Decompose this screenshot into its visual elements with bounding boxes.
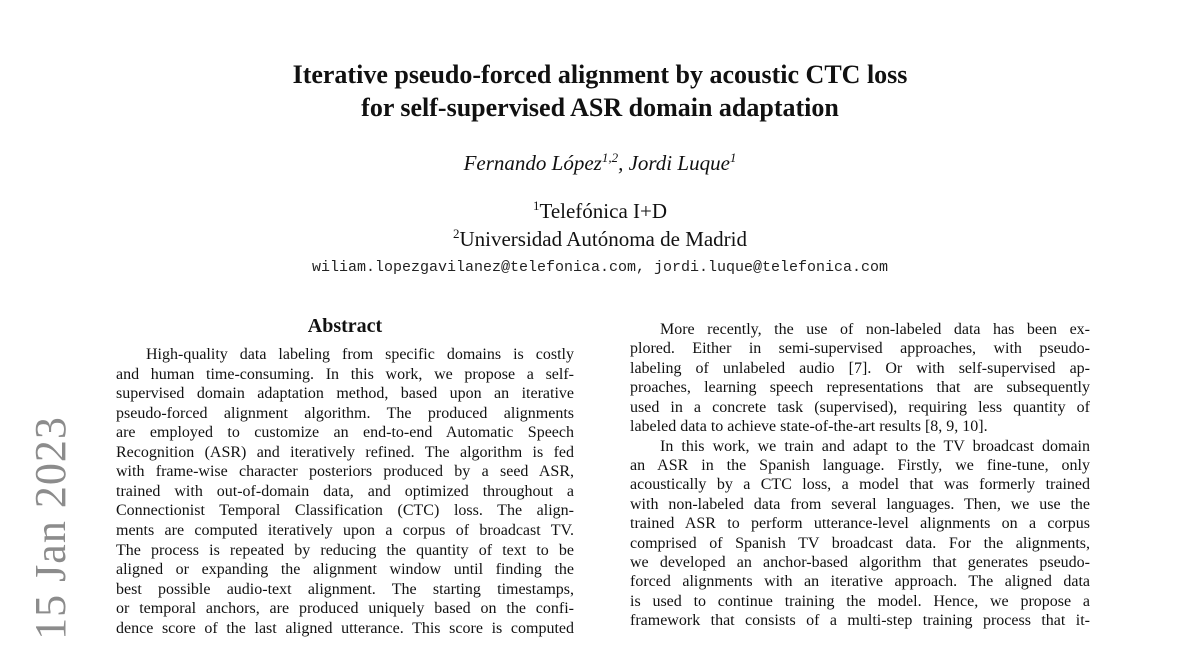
affiliation-line xyxy=(0,198,1200,224)
author-affiliation-mark: 1,2 xyxy=(601,150,619,165)
text-line: labeling of unlabeled audio [7]. Or with self-supervised ap- xyxy=(630,359,1090,377)
text-line: are employed to customize an end-to-end Automatic Speech xyxy=(116,424,574,442)
text-line: framework that consists of a multi-step training process that it- xyxy=(630,612,1090,630)
text-line: used in a concrete task (supervised), requiring less quantity of xyxy=(630,398,1090,416)
text-line: pseudo-forced alignment algorithm. The produced alignments xyxy=(116,404,574,422)
text-line: High-quality data labeling from specific domains is costly xyxy=(146,346,574,363)
author-affiliation-mark: 1 xyxy=(729,150,737,165)
text-line: forced alignments with an iterative approach. The aligned data xyxy=(630,573,1090,591)
arxiv-date-stamp: 15 Jan 2023 xyxy=(26,416,75,640)
text-line: with non-labeled data from several languages. Then, we use the xyxy=(630,495,1090,513)
text-line: ments are computed iteratively upon a corpus of broadcast TV. xyxy=(116,521,574,539)
text-line: Recognition (ASR) and iteratively refined. The algorithm is fed xyxy=(116,443,574,461)
affiliation-line xyxy=(0,226,1200,252)
author-separator: , xyxy=(618,151,629,175)
abstract-heading: Abstract xyxy=(307,315,383,337)
text-line: plored. Either in semi-supervised approaches, with pseudo- xyxy=(630,340,1090,358)
text-line: or temporal anchors, are produced uniquely based on the confi- xyxy=(116,600,574,618)
text-line: an ASR in the Spanish language. Firstly, we fine-tune, only xyxy=(630,456,1090,474)
paper-title-line-1: Iterative pseudo-forced alignment by acoustic CTC loss xyxy=(292,60,908,89)
paper-title-line-2: for self-supervised ASR domain adaptation xyxy=(361,93,839,122)
author-name: Fernando López xyxy=(463,151,602,175)
affiliation-name: Universidad Autónoma de Madrid xyxy=(459,227,748,251)
text-line: In this work, we train and adapt to the TV broadcast domain xyxy=(660,437,1090,455)
affiliation-name: Telefónica I+D xyxy=(539,199,668,223)
text-line: trained with out-of-domain data, and optimized throughout a xyxy=(116,482,574,500)
text-line: comprised of Spanish TV broadcast data. For the alignments, xyxy=(630,534,1090,552)
text-line: best possible audio-text alignment. The starting timestamps, xyxy=(116,580,574,598)
text-line: and human time-consuming. In this work, we propose a self- xyxy=(116,365,574,383)
text-line: is used to continue training the model. Hence, we propose a xyxy=(630,592,1090,610)
author-name: Jordi Luque xyxy=(628,151,730,175)
text-line: we developed an anchor-based algorithm that generates pseudo- xyxy=(630,554,1090,572)
author-list xyxy=(0,150,1200,176)
text-line: with frame-wise character posteriors produced by a seed ASR, xyxy=(116,463,574,481)
text-line: More recently, the use of non-labeled data has been ex- xyxy=(660,321,1090,338)
text-line: acoustically by a CTC loss, a model that was formerly trained xyxy=(630,476,1090,494)
text-line: dence score of the last aligned utterance. This score is computed xyxy=(116,619,574,637)
text-line: supervised domain adaptation method, based upon an iterative xyxy=(116,385,574,403)
text-line: The process is repeated by reducing the quantity of text to be xyxy=(116,541,574,559)
text-line: aligned or expanding the alignment window until finding the xyxy=(116,561,574,579)
affiliation-mark: 2 xyxy=(452,226,460,241)
text-line: trained ASR to perform utterance-level alignments on a corpus xyxy=(630,515,1090,533)
text-line: labeled data to achieve state-of-the-art results [8, 9, 10]. xyxy=(630,418,988,436)
text-line: proaches, learning speech representations that are subsequently xyxy=(630,379,1090,397)
text-line: Connectionist Temporal Classification (CTC) loss. The align- xyxy=(116,502,574,520)
affiliation-mark: 1 xyxy=(532,198,540,213)
author-emails: wiliam.lopezgavilanez@telefonica.com, jordi.luque@telefonica.com xyxy=(311,259,889,276)
